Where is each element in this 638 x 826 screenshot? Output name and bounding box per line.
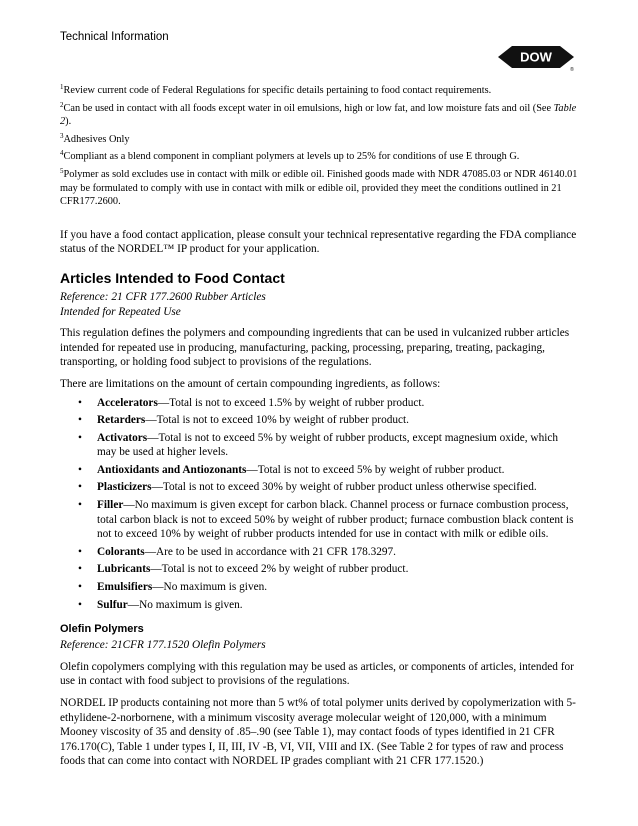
list-item: • Colorants—Are to be used in accordance with 21 CFR 178.3297. [78, 545, 397, 558]
section2-paragraph-1: Olefin copolymers complying with this regulation may be used as articles, or components of articles, intended for use in contact with food subject to provisions of the regulations. [60, 660, 574, 688]
logo-registered: ® [570, 67, 574, 72]
reference-line-olefin: Reference: 21CFR 177.1520 Olefin Polymers [60, 639, 266, 652]
footnote-2: $^2$Can be used in contact with all foods except water in oil emulsions, high or low fat, and low moisture fats and oil (See Table 2). [60, 100, 577, 128]
section-heading-food-contact: Articles Intended to Food Contact [60, 269, 285, 286]
reference-line-1: Reference: 21 CFR 177.2600 Rubber Articles [60, 290, 266, 303]
list-item: • Filler—No maximum is given except for carbon black. Channel process or furnace combustion process, total carbon black is not to exceed 50% by weight of rubber product; furnace combustion black content is not to exceed 10% by weight of rubber products intended for use in contact with milk or edible oils. [78, 499, 574, 541]
list-item: • Retarders—Total is not to exceed 10% by weight of rubber product. [78, 414, 409, 427]
footnotes [60, 84, 580, 209]
list-item: • Lubricants—Total is not to exceed 2% by weight of rubber product. [78, 563, 409, 576]
list-item: • Antioxidants and Antiozonants—Total is not to exceed 5% by weight of rubber product. [78, 463, 505, 476]
reference-line-2: Intended for Repeated Use [60, 305, 181, 318]
list-item: • Activators—Total is not to exceed 5% by weight of rubber products, except magnesium oxide, which may be used at higher levels. [78, 431, 559, 459]
dow-logo [492, 42, 580, 72]
footnote-5: $^5$Polymer as sold excludes use in contact with milk or edible oil. Finished goods made with NDR 47085.03 or NDR 46140.01 may be formulated to comply with use in contact with milk or edible oil, provided they meet the conditions outlined in 21 CFR177.2600. [60, 166, 578, 208]
footnote-1: $^1$Review current code of Federal Regulations for specific details pertaining to food contact requirements. [60, 83, 492, 96]
section2-paragraph-2: NORDEL IP products containing not more than 5 wt% of total polymer units derived by copolymerization with 5-ethylidene-2-norbornene, with a minimum viscosity average molecular weight of 120,000, with a minimum Mooney viscosity of 35 and density of .85–.90 (see Table 1), may contact foods of types identified in 21 CFR 176.170(C), Table 1 under types I, II, III, IV -B, VI, VII, VIII and IX. (See Table 2 for types of raw and process foods that can come into contact with NORDEL IP grades compliant with 21 CFR 177.1520.) [60, 697, 576, 768]
list-item: • Accelerators—Total is not to exceed 1.5% by weight of rubber product. [78, 396, 425, 409]
list-item: • Sulfur—No maximum is given. [78, 598, 243, 611]
content [60, 84, 580, 769]
intro-paragraph: If you have a food contact application, please consult your technical representative regarding the FDA compliance status of the NORDEL™ IP product for your application. [60, 228, 577, 256]
header-label: Technical Information [60, 31, 169, 43]
footnote-3: $^3$Adhesives Only [60, 131, 130, 145]
section1-paragraph-2: There are limitations on the amount of certain compounding ingredients, as follows: [60, 377, 441, 390]
logo-text: DOW [520, 49, 552, 65]
ingredient-list [60, 396, 580, 613]
list-item: • Plasticizers—Total is not to exceed 30% by weight of rubber product unless otherwise specified. [78, 481, 537, 494]
list-item: • Emulsifiers—No maximum is given. [78, 581, 268, 594]
footnote-4: $^4$Compliant as a blend component in compliant polymers at levels up to 25% for conditions of use E through G. [60, 149, 520, 163]
section-heading-olefin: Olefin Polymers [60, 623, 144, 636]
section1-paragraph-1: This regulation defines the polymers and compounding ingredients that can be used in vulcanized rubber articles intended for repeated use in producing, manufacturing, packing, processing, preparing, treating, packaging, transporting, or holding food subject to provisions of the regulations. [60, 327, 570, 369]
